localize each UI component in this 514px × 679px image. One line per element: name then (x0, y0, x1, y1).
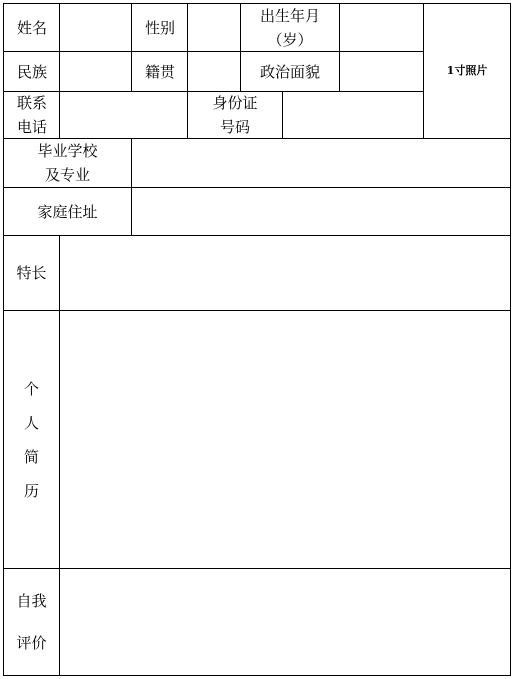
name-field[interactable] (59, 3, 132, 52)
gender-field[interactable] (187, 3, 241, 52)
self-evaluation-field[interactable] (59, 568, 511, 676)
ethnicity-label: 民族 (3, 51, 60, 92)
self-evaluation-label: 自我 评价 (3, 568, 60, 676)
birth-date-field[interactable] (339, 3, 424, 52)
id-number-field[interactable] (282, 91, 424, 139)
photo-box[interactable] (423, 3, 511, 139)
native-place-label: 籍贯 (131, 51, 188, 92)
phone-label: 联系 电话 (3, 91, 60, 139)
id-number-label: 身份证 号码 (187, 91, 283, 139)
photo-label: 1寸照片 (446, 64, 488, 77)
home-address-field[interactable] (131, 187, 511, 236)
resume-label: 个 人 简 历 (3, 310, 60, 569)
resume-field[interactable] (59, 310, 511, 569)
specialty-field[interactable] (59, 235, 511, 311)
ethnicity-field[interactable] (59, 51, 132, 92)
gender-label: 性别 (131, 3, 188, 52)
political-status-label: 政治面貌 (240, 51, 340, 92)
political-status-field[interactable] (339, 51, 424, 92)
school-major-label: 毕业学校 及专业 (3, 138, 132, 188)
phone-field[interactable] (59, 91, 188, 139)
birth-date-label: 出生年月 （岁） (240, 3, 340, 52)
home-address-label: 家庭住址 (3, 187, 132, 236)
school-major-field[interactable] (131, 138, 511, 188)
name-label: 姓名 (3, 3, 60, 52)
specialty-label: 特长 (3, 235, 60, 311)
native-place-field[interactable] (187, 51, 241, 92)
